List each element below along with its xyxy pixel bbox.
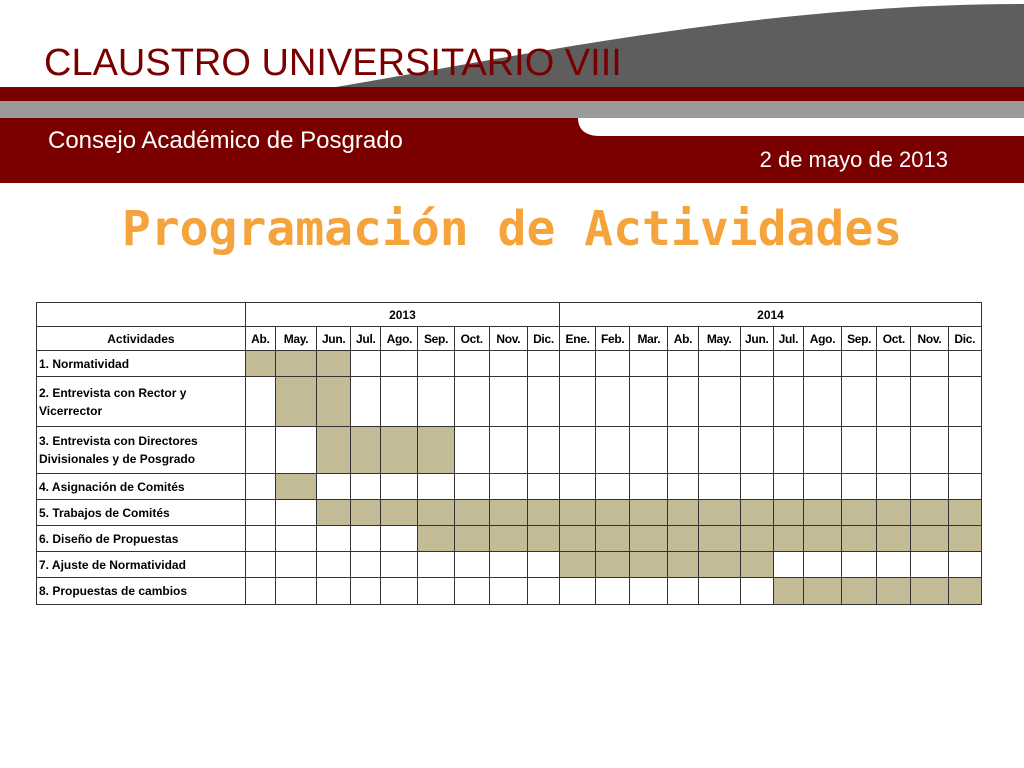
schedule-cell-empty	[381, 578, 418, 605]
schedule-cell-filled	[842, 500, 877, 526]
schedule-cell-filled	[245, 351, 275, 377]
schedule-cell-filled	[877, 578, 911, 605]
activity-label: 8. Propuestas de cambios	[37, 578, 246, 605]
month-header: Jun.	[317, 327, 351, 351]
schedule-cell-empty	[596, 351, 630, 377]
month-header: Ab.	[668, 327, 698, 351]
schedule-cell-empty	[418, 578, 454, 605]
schedule-cell-empty	[381, 526, 418, 552]
schedule-cell-filled	[275, 474, 316, 500]
schedule-cell-empty	[351, 377, 381, 427]
activity-row	[37, 526, 982, 552]
schedule-cell-filled	[668, 526, 698, 552]
schedule-cell-empty	[245, 578, 275, 605]
schedule-cell-filled	[317, 500, 351, 526]
schedule-cell-empty	[911, 552, 948, 578]
schedule-cell-empty	[351, 552, 381, 578]
schedule-cell-filled	[948, 500, 982, 526]
page-heading: Programación de Actividades	[121, 201, 903, 257]
schedule-cell-empty	[803, 377, 841, 427]
schedule-cell-filled	[842, 578, 877, 605]
schedule-cell-empty	[275, 526, 316, 552]
schedule-cell-filled	[560, 526, 596, 552]
schedule-cell-empty	[803, 474, 841, 500]
activity-row	[37, 578, 982, 605]
schedule-cell-filled	[630, 526, 668, 552]
schedule-cell-empty	[245, 427, 275, 474]
schedule-cell-empty	[317, 578, 351, 605]
schedule-cell-empty	[698, 578, 740, 605]
schedule-cell-empty	[418, 351, 454, 377]
schedule-cell-filled	[698, 500, 740, 526]
schedule-cell-filled	[351, 500, 381, 526]
schedule-cell-empty	[381, 474, 418, 500]
schedule-cell-empty	[489, 427, 527, 474]
schedule-cell-empty	[275, 552, 316, 578]
activity-label: 4. Asignación de Comités	[37, 474, 246, 500]
schedule-cell-filled	[418, 500, 454, 526]
schedule-cell-empty	[630, 351, 668, 377]
month-header: Feb.	[596, 327, 630, 351]
schedule-cell-empty	[381, 552, 418, 578]
schedule-cell-empty	[275, 427, 316, 474]
schedule-cell-filled	[317, 351, 351, 377]
schedule-cell-empty	[245, 500, 275, 526]
schedule-cell-empty	[803, 552, 841, 578]
schedule-cell-empty	[630, 377, 668, 427]
month-header: Dic.	[948, 327, 982, 351]
schedule-cell-filled	[275, 377, 316, 427]
schedule-cell-empty	[489, 377, 527, 427]
activity-label: 1. Normatividad	[37, 351, 246, 377]
schedule-cell-empty	[527, 351, 559, 377]
schedule-cell-empty	[773, 552, 803, 578]
month-header: Jun.	[740, 327, 773, 351]
schedule-cell-empty	[877, 552, 911, 578]
schedule-cell-empty	[527, 377, 559, 427]
activity-row	[37, 474, 982, 500]
schedule-cell-filled	[630, 552, 668, 578]
schedule-cell-filled	[948, 578, 982, 605]
schedule-cell-filled	[773, 500, 803, 526]
activity-row	[37, 552, 982, 578]
schedule-cell-filled	[877, 500, 911, 526]
schedule-cell-filled	[911, 500, 948, 526]
month-header: Ago.	[803, 327, 841, 351]
schedule-cell-empty	[489, 351, 527, 377]
month-header: Nov.	[911, 327, 948, 351]
schedule-cell-empty	[773, 427, 803, 474]
subtitle: Consejo Académico de Posgrado	[48, 127, 403, 154]
activity-row	[37, 427, 982, 474]
schedule-cell-empty	[877, 474, 911, 500]
schedule-cell-empty	[803, 427, 841, 474]
schedule-cell-empty	[740, 351, 773, 377]
schedule-cell-filled	[381, 427, 418, 474]
schedule-cell-empty	[842, 474, 877, 500]
month-header: Oct.	[877, 327, 911, 351]
schedule-cell-empty	[630, 578, 668, 605]
month-header: Ab.	[245, 327, 275, 351]
schedule-cell-empty	[454, 474, 489, 500]
schedule-cell-filled	[317, 427, 351, 474]
schedule-cell-empty	[489, 578, 527, 605]
schedule-cell-filled	[668, 500, 698, 526]
schedule-cell-empty	[596, 377, 630, 427]
schedule-cell-empty	[803, 351, 841, 377]
month-header: Ago.	[381, 327, 418, 351]
schedule-cell-filled	[842, 526, 877, 552]
month-header: May.	[275, 327, 316, 351]
schedule-cell-empty	[948, 474, 982, 500]
schedule-cell-empty	[842, 427, 877, 474]
schedule-cell-empty	[489, 552, 527, 578]
year-header-2013: 2013	[245, 303, 559, 327]
schedule-cell-filled	[489, 500, 527, 526]
activity-label: 2. Entrevista con Rector y Vicerrector	[37, 377, 246, 427]
schedule-cell-empty	[245, 377, 275, 427]
schedule-cell-empty	[668, 578, 698, 605]
schedule-cell-empty	[911, 351, 948, 377]
schedule-cell-empty	[560, 427, 596, 474]
schedule-cell-empty	[560, 351, 596, 377]
schedule-cell-empty	[877, 351, 911, 377]
schedule-cell-empty	[527, 474, 559, 500]
schedule-cell-empty	[275, 500, 316, 526]
schedule-cell-filled	[596, 552, 630, 578]
month-header: Mar.	[630, 327, 668, 351]
month-header-row	[37, 327, 982, 351]
schedule-cell-empty	[560, 474, 596, 500]
schedule-cell-empty	[418, 474, 454, 500]
schedule-cell-empty	[668, 351, 698, 377]
schedule-cell-empty	[911, 474, 948, 500]
schedule-cell-filled	[630, 500, 668, 526]
schedule-cell-empty	[948, 377, 982, 427]
month-header: Jul.	[351, 327, 381, 351]
schedule-cell-empty	[698, 351, 740, 377]
schedule-cell-filled	[454, 526, 489, 552]
schedule-cell-empty	[877, 377, 911, 427]
schedule-cell-empty	[773, 351, 803, 377]
schedule-cell-filled	[454, 500, 489, 526]
schedule-cell-empty	[740, 377, 773, 427]
schedule-cell-empty	[948, 351, 982, 377]
schedule-cell-filled	[560, 552, 596, 578]
schedule-cell-filled	[773, 526, 803, 552]
schedule-cell-empty	[351, 351, 381, 377]
schedule-cell-empty	[560, 377, 596, 427]
main-title: CLAUSTRO UNIVERSITARIO VIII	[44, 42, 622, 84]
schedule-cell-empty	[351, 578, 381, 605]
schedule-cell-empty	[317, 474, 351, 500]
schedule-cell-empty	[317, 526, 351, 552]
month-header: Oct.	[454, 327, 489, 351]
schedule-cell-empty	[948, 427, 982, 474]
activity-row	[37, 500, 982, 526]
schedule-cell-empty	[668, 377, 698, 427]
schedule-cell-empty	[668, 474, 698, 500]
month-header: Jul.	[773, 327, 803, 351]
schedule-cell-empty	[596, 474, 630, 500]
activity-schedule-table	[36, 302, 982, 605]
month-header: Nov.	[489, 327, 527, 351]
schedule-cell-empty	[560, 578, 596, 605]
schedule-cell-empty	[698, 427, 740, 474]
schedule-cell-filled	[560, 500, 596, 526]
schedule-cell-empty	[454, 578, 489, 605]
schedule-cell-filled	[668, 552, 698, 578]
schedule-cell-filled	[527, 500, 559, 526]
schedule-cell-filled	[527, 526, 559, 552]
schedule-cell-empty	[454, 377, 489, 427]
schedule-cell-filled	[740, 526, 773, 552]
schedule-cell-filled	[740, 500, 773, 526]
schedule-cell-empty	[740, 474, 773, 500]
schedule-cell-empty	[773, 474, 803, 500]
schedule-cell-empty	[245, 474, 275, 500]
schedule-cell-empty	[948, 552, 982, 578]
schedule-cell-filled	[877, 526, 911, 552]
header-maroon-thin-band	[0, 87, 1024, 101]
schedule-cell-empty	[275, 578, 316, 605]
schedule-cell-empty	[842, 552, 877, 578]
schedule-cell-filled	[275, 351, 316, 377]
schedule-cell-empty	[527, 578, 559, 605]
schedule-cell-filled	[489, 526, 527, 552]
schedule-cell-empty	[740, 578, 773, 605]
activity-label: 7. Ajuste de Normatividad	[37, 552, 246, 578]
activity-label: 3. Entrevista con Directores Divisionales y de Posgrado	[37, 427, 246, 474]
schedule-cell-empty	[351, 526, 381, 552]
schedule-cell-empty	[418, 377, 454, 427]
schedule-cell-filled	[698, 552, 740, 578]
schedule-cell-empty	[596, 578, 630, 605]
activities-column-header: Actividades	[37, 327, 246, 351]
schedule-cell-empty	[596, 427, 630, 474]
schedule-cell-empty	[630, 474, 668, 500]
month-header: Sep.	[842, 327, 877, 351]
schedule-cell-empty	[527, 552, 559, 578]
header-light-gray-band	[0, 101, 1024, 118]
schedule-cell-empty	[842, 377, 877, 427]
month-header: Sep.	[418, 327, 454, 351]
activity-row	[37, 377, 982, 427]
schedule-cell-empty	[740, 427, 773, 474]
schedule-cell-empty	[454, 427, 489, 474]
schedule-cell-empty	[245, 526, 275, 552]
schedule-cell-empty	[351, 474, 381, 500]
schedule-cell-filled	[596, 526, 630, 552]
activity-label: 5. Trabajos de Comités	[37, 500, 246, 526]
month-header: Ene.	[560, 327, 596, 351]
schedule-cell-filled	[351, 427, 381, 474]
schedule-cell-filled	[381, 500, 418, 526]
activity-label: 6. Diseño de Propuestas	[37, 526, 246, 552]
schedule-cell-filled	[773, 578, 803, 605]
schedule-cell-filled	[317, 377, 351, 427]
schedule-cell-filled	[803, 500, 841, 526]
year-header-2014: 2014	[560, 303, 982, 327]
schedule-cell-empty	[489, 474, 527, 500]
schedule-cell-empty	[527, 427, 559, 474]
schedule-cell-empty	[245, 552, 275, 578]
month-header: May.	[698, 327, 740, 351]
schedule-cell-filled	[803, 578, 841, 605]
schedule-cell-filled	[911, 578, 948, 605]
schedule-cell-empty	[911, 377, 948, 427]
date-label: 2 de mayo de 2013	[759, 147, 948, 172]
schedule-cell-empty	[698, 474, 740, 500]
schedule-cell-empty	[381, 377, 418, 427]
schedule-cell-empty	[381, 351, 418, 377]
schedule-cell-empty	[454, 552, 489, 578]
month-header: Dic.	[527, 327, 559, 351]
schedule-cell-empty	[418, 552, 454, 578]
schedule-cell-empty	[773, 377, 803, 427]
schedule-cell-filled	[698, 526, 740, 552]
schedule-cell-filled	[740, 552, 773, 578]
schedule-cell-empty	[877, 427, 911, 474]
schedule-cell-empty	[317, 552, 351, 578]
schedule-cell-filled	[911, 526, 948, 552]
year-header-blank	[37, 303, 246, 327]
schedule-cell-empty	[911, 427, 948, 474]
schedule-cell-empty	[668, 427, 698, 474]
schedule-cell-filled	[596, 500, 630, 526]
schedule-cell-empty	[842, 351, 877, 377]
schedule-cell-filled	[418, 526, 454, 552]
schedule-cell-filled	[418, 427, 454, 474]
activity-row	[37, 351, 982, 377]
year-header-row	[37, 303, 982, 327]
schedule-cell-empty	[630, 427, 668, 474]
schedule-cell-filled	[803, 526, 841, 552]
schedule-cell-empty	[698, 377, 740, 427]
schedule-cell-empty	[454, 351, 489, 377]
schedule-cell-filled	[948, 526, 982, 552]
